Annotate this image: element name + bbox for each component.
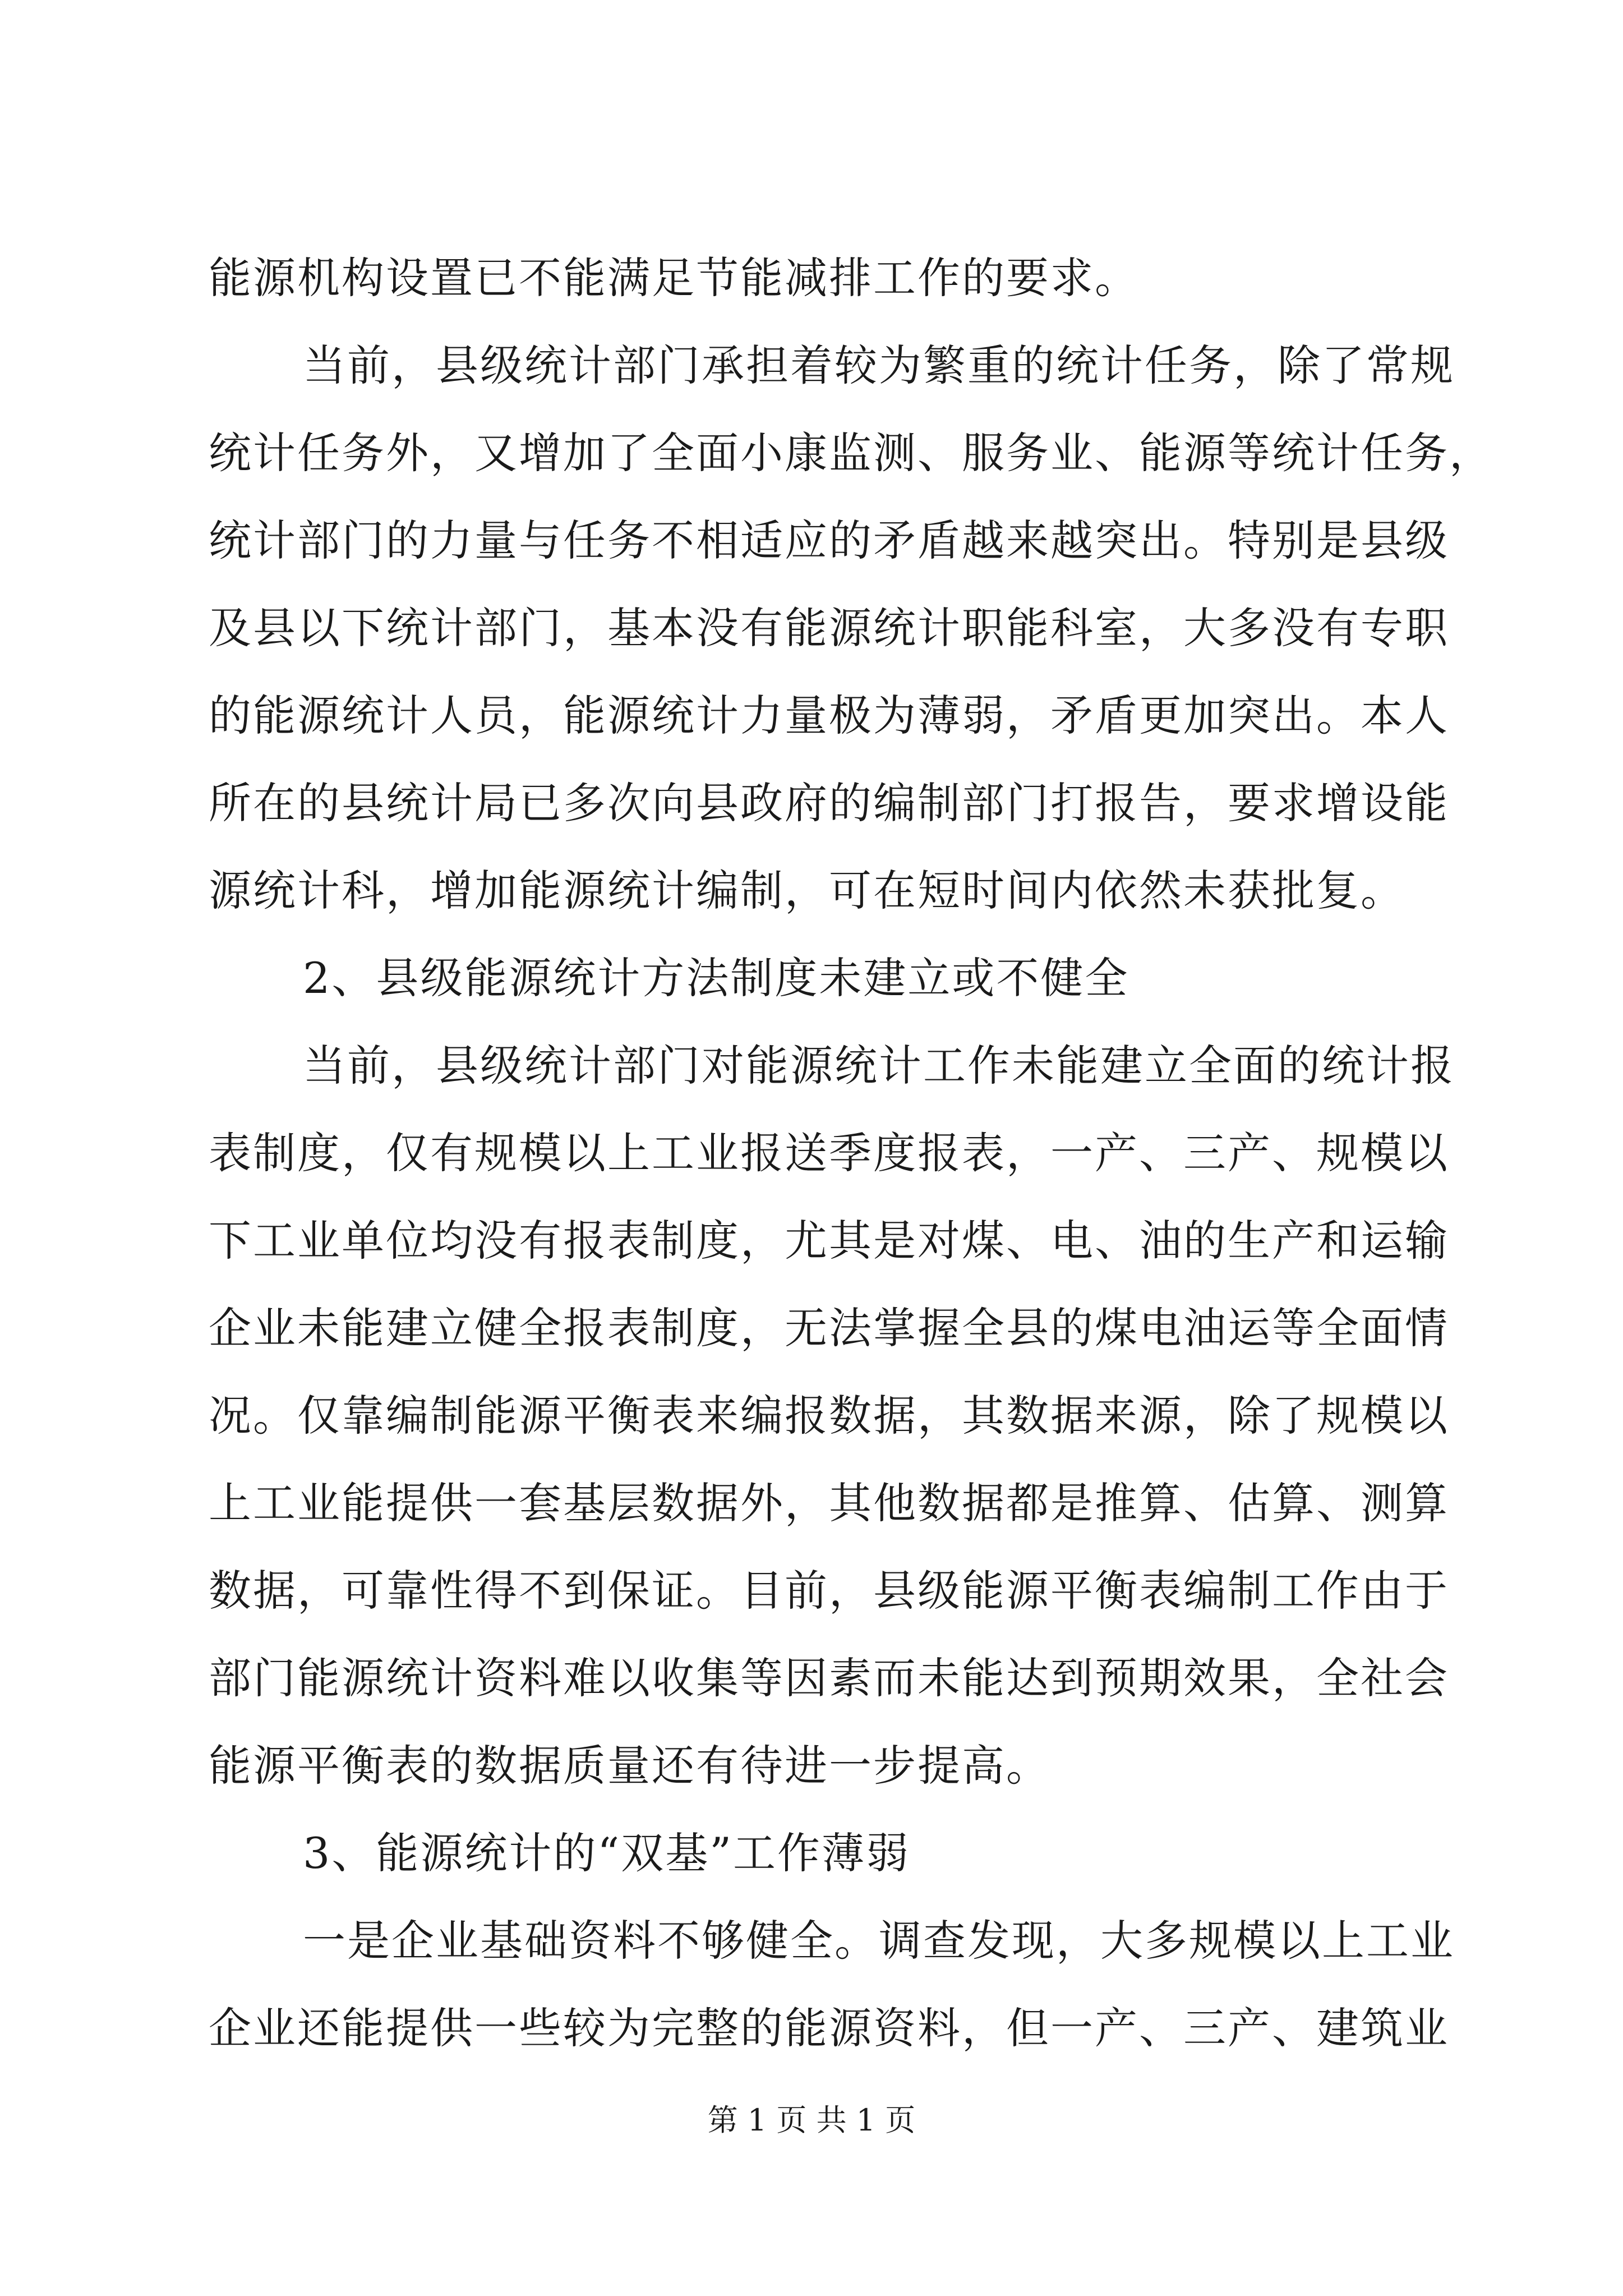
paragraph-line: 源统计科，增加能源统计编制，可在短时间内依然未获批复。 [209,866,1405,915]
paragraph-line: 能源平衡表的数据质量还有待进一步提高。 [209,1741,1050,1791]
paragraph-line: 数据，可靠性得不到保证。目前，县级能源平衡表编制工作由于 [209,1566,1449,1616]
paragraph-line: 部门能源统计资料难以收集等因素而未能达到预期效果，全社会 [209,1653,1449,1703]
paragraph-line: 统计任务外，又增加了全面小康监测、服务业、能源等统计任务， [209,428,1493,478]
paragraph-line: 当前，县级统计部门对能源统计工作未能建立全面的统计报 [303,1041,1455,1091]
paragraph-line: 上工业能提供一套基层数据外，其他数据都是推算、估算、测算 [209,1478,1449,1528]
paragraph-line: 企业还能提供一些较为完整的能源资料，但一产、三产、建筑业 [209,2003,1449,2053]
document-body [209,234,1493,2072]
paragraph-line: 的能源统计人员，能源统计力量极为薄弱，矛盾更加突出。本人 [209,691,1449,740]
paragraph-line: 况。仅靠编制能源平衡表来编报数据，其数据来源，除了规模以 [209,1391,1449,1441]
paragraph-line: 统计部门的力量与任务不相适应的矛盾越来越突出。特别是县级 [209,516,1449,565]
paragraph-line: 及县以下统计部门，基本没有能源统计职能科室，大多没有专职 [209,603,1449,653]
section-heading: 2、县级能源统计方法制度未建立或不健全 [303,953,1129,1003]
section-heading: 3、能源统计的“双基”工作薄弱 [303,1828,911,1878]
paragraph-line: 当前，县级统计部门承担着较为繁重的统计任务，除了常规 [303,341,1455,390]
paragraph-line: 所在的县统计局已多次向县政府的编制部门打报告，要求增设能 [209,778,1449,828]
paragraph-line: 一是企业基础资料不够健全。调查发现，大多规模以上工业 [303,1916,1455,1966]
paragraph-line: 表制度，仅有规模以上工业报送季度报表，一产、三产、规模以 [209,1128,1449,1178]
page-number-label: 第 1 页 共 1 页 [707,2102,916,2138]
page-footer [0,2098,1623,2143]
paragraph-line: 下工业单位均没有报表制度，尤其是对煤、电、油的生产和运输 [209,1216,1449,1266]
paragraph-line: 能源机构设置已不能满足节能减排工作的要求。 [209,253,1139,303]
paragraph-line: 企业未能建立健全报表制度，无法掌握全县的煤电油运等全面情 [209,1303,1449,1353]
